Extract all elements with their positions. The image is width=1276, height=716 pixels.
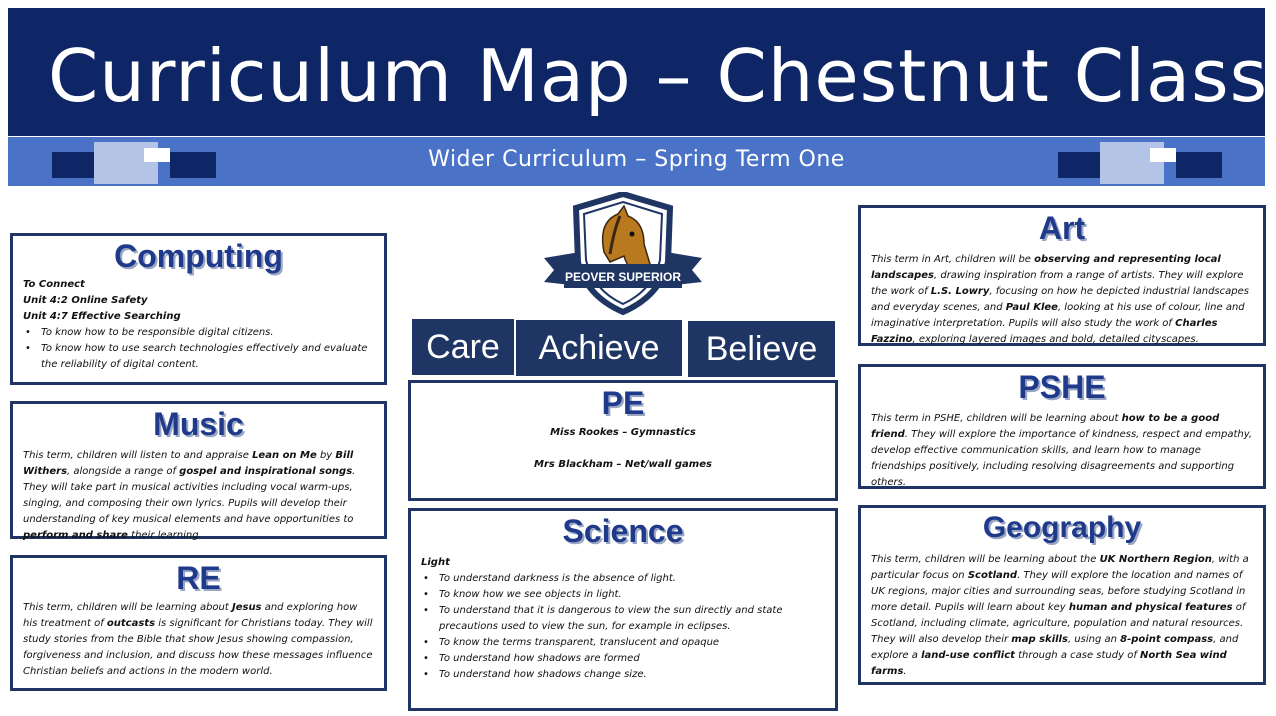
left-decoration xyxy=(52,152,216,178)
list-item: • To know how to be responsible digital citizens. xyxy=(23,325,374,341)
list-item: • To know how we see objects in light. xyxy=(421,587,825,603)
pe-line-2: Mrs Blackham – Net/wall games xyxy=(534,458,712,470)
list-item: • To understand darkness is the absence of light. xyxy=(421,571,825,587)
geography-panel xyxy=(858,505,1266,685)
re-panel xyxy=(10,555,387,691)
re-description: This term, children will be learning about Jesus and exploring how his treatment of outcasts is significant for Christians today. They will study stories from the Bible that show Jesus showing compassion, forgiveness and inclusion, and discuss how these messages influence Christian beliefs and actions in the modern world. xyxy=(23,601,373,677)
geography-title: Geography xyxy=(982,511,1142,544)
music-panel xyxy=(10,401,387,539)
geography-description: This term, children will be learning about the UK Northern Region, with a particular focus on Scotland. They will explore the location and names of UK regions, major cities and surrounding seas, before studying Scotland in more detail. Pupils will learn about key human and physical features of Scotland, including climate, agriculture, population and natural resources. They will also develop their map skills, using an 8-point compass, and explore a land-use conflict through a case study of North Sea wind farms. xyxy=(871,553,1249,677)
science-panel xyxy=(408,508,838,711)
computing-unit-2: Unit 4:7 Effective Searching xyxy=(23,310,181,322)
header-banner xyxy=(8,8,1269,136)
right-decoration xyxy=(1058,152,1222,178)
pe-panel xyxy=(408,380,838,501)
pshe-description: This term in PSHE, children will be learning about how to be a good friend. They will explore the importance of kindness, respect and empathy, develop effective communication skills, and learn how to manage friendships positively, including resolving disagreements and supporting others. xyxy=(871,412,1253,488)
list-item: • To know the terms transparent, translucent and opaque xyxy=(421,635,825,651)
list-item: • To understand how shadows change size. xyxy=(421,667,825,683)
music-title: Music xyxy=(153,406,244,442)
horse-shield-icon xyxy=(540,192,706,316)
page-title: Curriculum Map – Chestnut Class xyxy=(48,34,1269,118)
computing-objectives xyxy=(23,325,374,373)
art-panel xyxy=(858,205,1266,346)
computing-unit-1: Unit 4:2 Online Safety xyxy=(23,294,148,306)
school-logo xyxy=(540,192,706,316)
art-description: This term in Art, children will be observing and representing local landscapes, drawing inspiration from a range of artists. They will explore the work of L.S. Lowry, focusing on how he depicted industrial landscapes and everyday scenes, and Paul Klee, looking at his use of colour, line and imaginative interpretation. Pupils will also study the work of Charles Fazzino, exploring layered images and bold, detailed cityscapes. xyxy=(871,253,1249,345)
computing-unit-heading: To Connect xyxy=(23,278,85,290)
value-believe: Believe xyxy=(688,321,835,377)
value-achieve: Achieve xyxy=(516,320,682,376)
computing-panel xyxy=(10,233,387,385)
science-objectives xyxy=(421,571,825,683)
list-item: • To understand that it is dangerous to view the sun directly and state precautions used to view the sun, for example in eclipses. xyxy=(421,603,825,635)
value-care: Care xyxy=(412,319,514,375)
list-item: • To know how to use search technologies effectively and evaluate the reliability of digital content. xyxy=(23,341,374,373)
re-title: RE xyxy=(176,560,221,596)
computing-title: Computing xyxy=(114,238,283,274)
pshe-panel xyxy=(858,364,1266,489)
page-subtitle: Wider Curriculum – Spring Term One xyxy=(428,147,845,172)
pshe-title: PSHE xyxy=(1018,369,1106,405)
pe-line-1: Miss Rookes – Gymnastics xyxy=(550,426,696,438)
science-title: Science xyxy=(562,513,684,549)
science-topic: Light xyxy=(421,556,450,568)
logo-text: PEOVER SUPERIOR xyxy=(564,270,682,284)
list-item: • To understand how shadows are formed xyxy=(421,651,825,667)
art-title: Art xyxy=(1038,210,1086,246)
pe-title: PE xyxy=(601,385,645,421)
music-description: This term, children will listen to and appraise Lean on Me by Bill Withers, alongside a range of gospel and inspirational songs. They will take part in musical activities including vocal warm-ups, singing, and composing their own lyrics. Pupils will develop their understanding of key musical elements and have opportunities to perform and share their learning. xyxy=(23,449,356,541)
